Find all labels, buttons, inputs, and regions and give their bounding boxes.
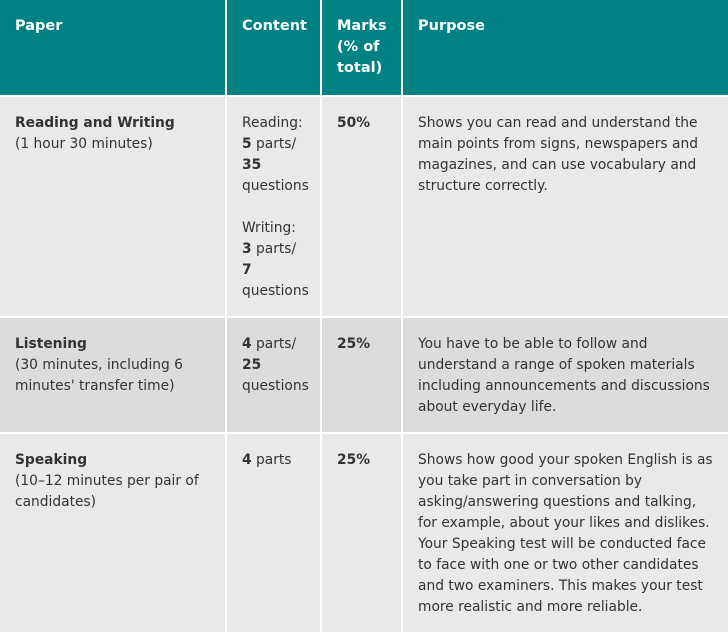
writing-questions-text: questions xyxy=(242,283,309,299)
listening-parts-text: parts/ xyxy=(251,336,297,352)
content-spacer xyxy=(242,197,310,218)
purpose-cell: Shows you can read and understand the main points from signs, newspapers and magazines, and can use vocabulary and structure correctly. xyxy=(402,96,728,317)
purpose-cell: You have to be able to follow and understand a range of spoken materials including announcements and discussions about everyday life. xyxy=(402,317,728,433)
reading-parts xyxy=(242,134,310,155)
reading-label: Reading: xyxy=(242,115,303,131)
paper-cell xyxy=(0,96,226,317)
marks-cell: 25% xyxy=(321,433,402,633)
paper-name: Speaking xyxy=(15,452,88,468)
marks-cell: 50% xyxy=(321,96,402,317)
content-cell xyxy=(226,433,321,633)
reading-parts-num: 5 xyxy=(242,136,252,152)
header-marks-line1: Marks xyxy=(337,18,387,34)
speaking-parts xyxy=(242,450,310,471)
listening-parts-num: 4 xyxy=(242,336,252,352)
content-cell xyxy=(226,96,321,317)
reading-questions-num: 35 xyxy=(242,157,262,173)
paper-name: Reading and Writing xyxy=(15,115,175,131)
paper-duration: (1 hour 30 minutes) xyxy=(15,136,153,152)
paper-name: Listening xyxy=(15,336,87,352)
header-paper: Paper xyxy=(0,0,226,96)
marks-cell: 25% xyxy=(321,317,402,433)
header-marks-line2: (% of xyxy=(337,39,380,55)
header-row xyxy=(0,0,728,96)
speaking-parts-num: 4 xyxy=(242,452,252,468)
header-content: Content xyxy=(226,0,321,96)
reading-questions-text: questions xyxy=(242,178,309,194)
writing-parts-num: 3 xyxy=(242,241,252,257)
writing-parts xyxy=(242,239,310,260)
header-purpose: Purpose xyxy=(402,0,728,96)
paper-duration: (30 minutes, including 6 minutes' transfer time) xyxy=(15,357,183,394)
content-cell xyxy=(226,317,321,433)
writing-label: Writing: xyxy=(242,220,296,236)
table-row-speaking xyxy=(0,433,728,633)
listening-parts xyxy=(242,334,310,355)
writing-questions-num: 7 xyxy=(242,262,252,278)
table-row-reading-writing xyxy=(0,96,728,317)
paper-cell xyxy=(0,433,226,633)
reading-parts-text: parts/ xyxy=(251,136,297,152)
header-marks xyxy=(321,0,402,96)
listening-questions-num: 25 xyxy=(242,357,262,373)
header-marks-line3: total) xyxy=(337,60,383,76)
speaking-parts-text: parts xyxy=(251,452,292,468)
paper-cell xyxy=(0,317,226,433)
purpose-cell: Shows how good your spoken English is as you take part in conversation by asking/answering questions and talking, for example, about your likes and dislikes. Your Speaking test will be conducted face to face with one or two other candidates and two examiners. This makes your test more realistic and more reliable. xyxy=(402,433,728,633)
table-row-listening xyxy=(0,317,728,433)
paper-duration: (10–12 minutes per pair of candidates) xyxy=(15,473,199,510)
listening-questions-text: questions xyxy=(242,378,309,394)
writing-parts-text: parts/ xyxy=(251,241,297,257)
